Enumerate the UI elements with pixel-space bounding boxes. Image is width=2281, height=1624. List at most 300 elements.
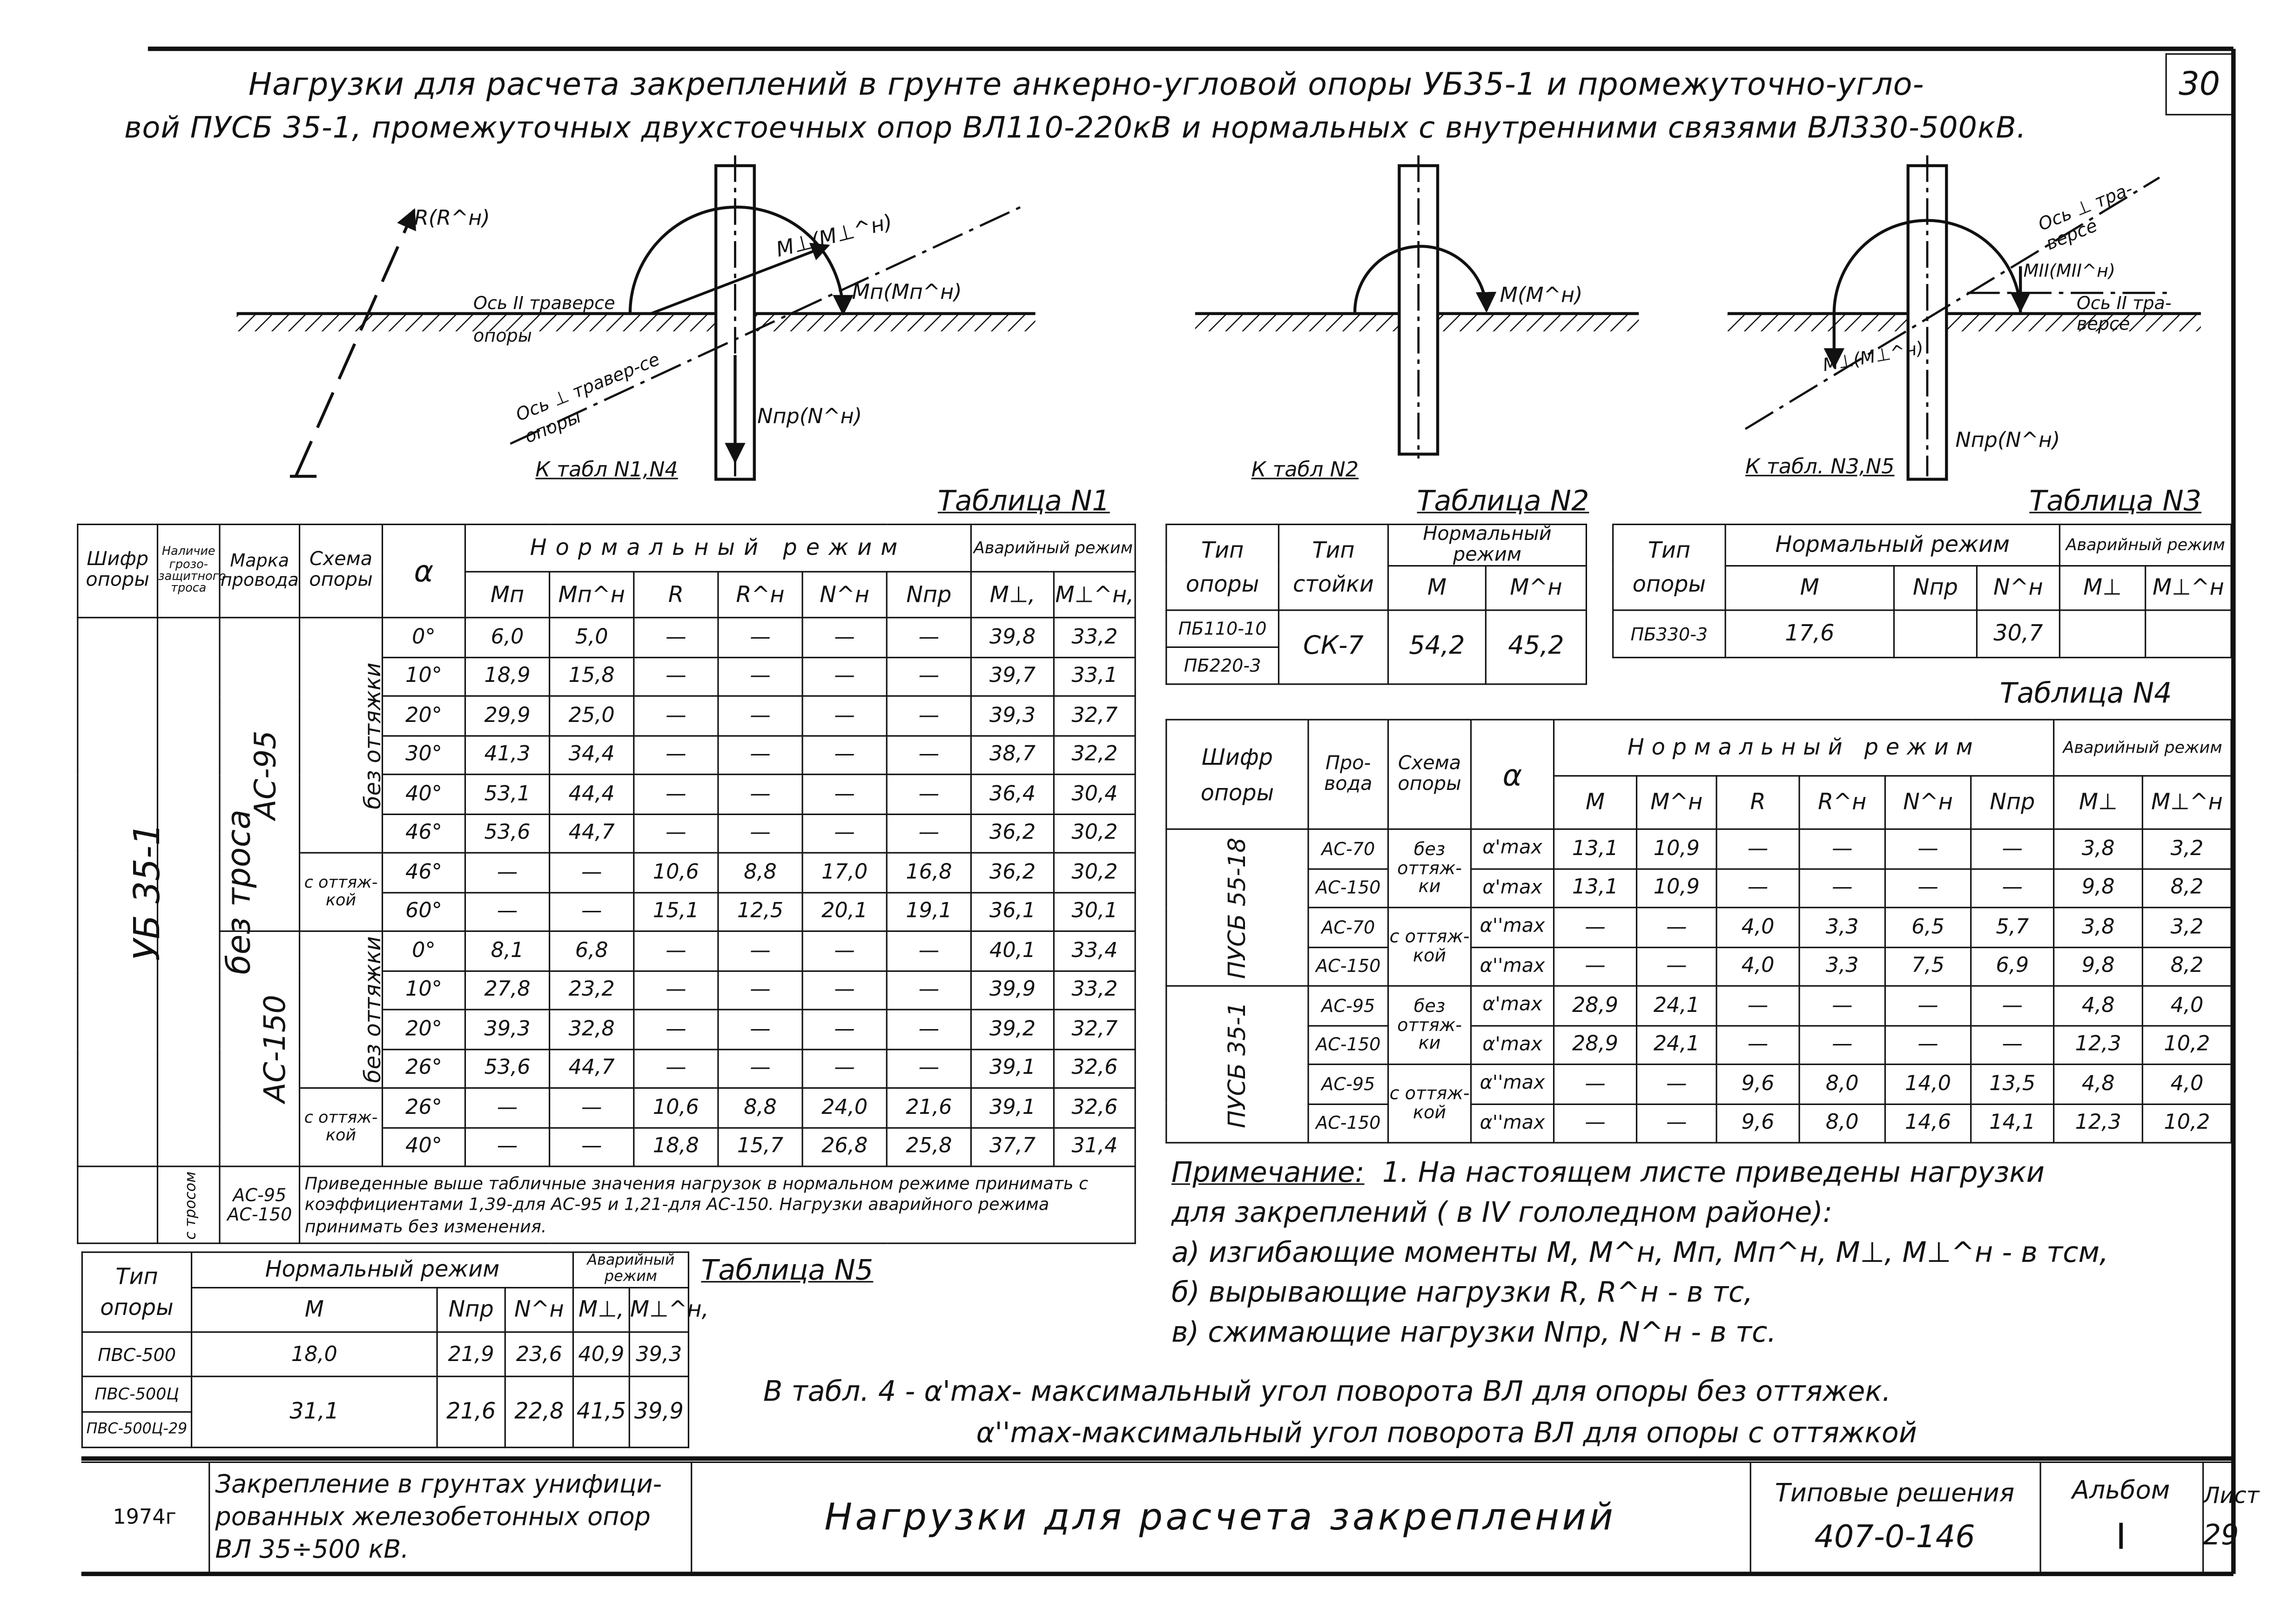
t1-cell: — <box>550 1088 634 1127</box>
t4-cell: 3,8 <box>2054 908 2143 947</box>
stamp-album-value: I <box>2115 1516 2126 1558</box>
t2-m: 54,2 <box>1388 611 1486 685</box>
t1-cell: — <box>802 1010 887 1049</box>
t4-cell: 9,8 <box>2054 947 2143 986</box>
t1-cell: 40° <box>383 1127 465 1166</box>
t2-stoika: СК-7 <box>1278 611 1388 685</box>
t1-cell: 30° <box>383 735 465 774</box>
t4-cell: α'max <box>1471 829 1554 868</box>
t3-col-npr: Nпр <box>1894 566 1977 610</box>
t1-tros-with: с тросом <box>157 1166 219 1243</box>
t4-cell: 24,1 <box>1636 1025 1716 1064</box>
t1-cell: — <box>465 853 549 892</box>
d1-ref-label: К табл N1,N4 <box>535 458 678 483</box>
t4-cell: 12,3 <box>2054 1104 2143 1143</box>
t1-cell: 39,1 <box>971 1088 1054 1127</box>
t4-cell: 3,3 <box>1799 908 1885 947</box>
t4-cell: — <box>1636 947 1716 986</box>
t1-cell: 32,8 <box>550 1010 634 1049</box>
t1-col-nn: N^н <box>802 572 887 618</box>
t1-col-rn: R^н <box>718 572 802 618</box>
t1-col-mpn: Mп^н <box>550 572 634 618</box>
t1-cell: 44,4 <box>550 775 634 814</box>
t4-shifr1: ПУСБ 55-18 <box>1166 829 1308 986</box>
t4-cell: АС-150 <box>1308 947 1388 986</box>
t1-cell: 8,8 <box>718 1088 802 1127</box>
t4-head-avar: Аварийный режим <box>2054 720 2231 776</box>
stamp-year: 1974г <box>81 1462 209 1571</box>
title-line-1: Нагрузки для расчета закреплений в грунте анкерно-угловой опоры УБ35-1 и промежуточно-угло- <box>248 67 1924 102</box>
t1-cell: — <box>887 775 971 814</box>
t1-cell: 29,9 <box>465 696 549 735</box>
t3-head-avar: Аварийный режим <box>2059 525 2231 566</box>
d1-axis-perp-label: Ось ⊥ травер-се опоры <box>512 349 663 447</box>
t5-cell: 21,9 <box>437 1332 505 1376</box>
t4-cell: — <box>1554 947 1636 986</box>
t1-cell: 36,2 <box>971 814 1054 853</box>
t1-cell: 18,8 <box>634 1127 718 1166</box>
t1-cell: 10° <box>383 657 465 696</box>
t1-cell: 15,1 <box>634 892 718 931</box>
t1-schema-s-2: с оттяж-кой <box>300 1088 383 1166</box>
t4-shifr2: ПУСБ 35-1 <box>1166 986 1308 1143</box>
t1-cell: 34,4 <box>550 735 634 774</box>
t1-cell: 15,7 <box>718 1127 802 1166</box>
t1-cell: — <box>550 892 634 931</box>
t1-cell: — <box>802 735 887 774</box>
t1-cell: — <box>718 618 802 657</box>
t1-cell: — <box>634 970 718 1010</box>
t4-cell: 13,1 <box>1554 868 1636 907</box>
t1-cell: 53,1 <box>465 775 549 814</box>
t1-cell: — <box>718 970 802 1010</box>
t3-col-nn: N^н <box>1977 566 2059 610</box>
notes <box>1171 1154 2108 1354</box>
t1-cell: 10,6 <box>634 1088 718 1127</box>
t1-cell: 8,1 <box>465 931 549 970</box>
t1-col-mperp: M⊥, <box>971 572 1054 618</box>
t1-cell: 25,8 <box>887 1127 971 1166</box>
table-4 <box>1165 719 2232 1144</box>
t1-schema-bez-2: без оттяжки <box>300 931 383 1088</box>
title-line-2: вой ПУСБ 35-1, промежуточных двухстоечных опор ВЛ110-220кВ и нормальных с внутренними связями ВЛ330-500кВ. <box>124 109 2027 145</box>
notes-line-2: для закреплений ( в IV гололедном районе): <box>1171 1197 1833 1229</box>
t3-col-mperp: M⊥ <box>2059 566 2145 610</box>
t4-cell: 10,2 <box>2143 1025 2232 1064</box>
t5-type-3: ПВС-500Ц-29 <box>82 1412 191 1447</box>
t1-cell: 0° <box>383 931 465 970</box>
t1-cell: — <box>718 1010 802 1049</box>
table2-label: Таблица N2 <box>1417 485 1589 518</box>
t1-cell: 53,6 <box>465 1049 549 1088</box>
table5-label: Таблица N5 <box>701 1254 874 1287</box>
t1-cell: 32,6 <box>1054 1049 1135 1088</box>
t5-cell: 31,1 <box>192 1376 437 1448</box>
stamp-description: Закрепление в грунтах унифици-рованных железобетонных опор ВЛ 35÷500 кВ. <box>209 1462 691 1571</box>
t4-cell: 8,2 <box>2143 947 2232 986</box>
t2-type-pb220: ПБ220-3 <box>1166 647 1279 684</box>
t1-cell: 20° <box>383 696 465 735</box>
t4-cell: 4,0 <box>1716 947 1799 986</box>
t1-cell: — <box>887 1049 971 1088</box>
notes-line-5: в) сжимающие нагрузки Nпр, N^н - в тс. <box>1171 1316 1776 1349</box>
t1-cell: 30,2 <box>1054 814 1135 853</box>
d1-compression-label: Nпр(N^н) <box>757 405 862 429</box>
t1-cell: 32,7 <box>1054 1010 1135 1049</box>
t1-cell: — <box>887 931 971 970</box>
t1-cell: 39,1 <box>971 1049 1054 1088</box>
t4-cell: 6,5 <box>1885 908 1971 947</box>
t1-cell: 10,6 <box>634 853 718 892</box>
t4-col-npr: Nпр <box>1971 776 2054 829</box>
t1-cell: 37,7 <box>971 1127 1054 1166</box>
t4-cell: — <box>1716 986 1799 1025</box>
t4-head-normal: Нормальный режим <box>1554 720 2053 776</box>
t1-cell: — <box>887 970 971 1010</box>
t4-cell: 5,7 <box>1971 908 2054 947</box>
t4-cell: 28,9 <box>1554 986 1636 1025</box>
t1-cell: — <box>634 618 718 657</box>
t1-marka-ac150: АС-150 <box>220 931 300 1166</box>
t1-cell: 36,4 <box>971 775 1054 814</box>
d3-moment-perp-label: M⊥(M⊥^н) <box>1821 337 1925 376</box>
t4-cell: 3,3 <box>1799 947 1885 986</box>
stamp-album <box>2039 1462 2202 1571</box>
t1-tros-value: без троса <box>157 618 219 1166</box>
t1-cell: 36,2 <box>971 853 1054 892</box>
t4-cell: α'max <box>1471 1025 1554 1064</box>
t4-cell: α''max <box>1471 908 1554 947</box>
t4-cell: — <box>1885 1025 1971 1064</box>
t4-cell: 8,2 <box>2143 868 2232 907</box>
t1-cell: — <box>802 970 887 1010</box>
t1-empty <box>78 1166 158 1243</box>
t1-cell: 39,8 <box>971 618 1054 657</box>
t1-cell: 32,6 <box>1054 1088 1135 1127</box>
t4-cell: 28,9 <box>1554 1025 1636 1064</box>
t1-cell: 8,8 <box>718 853 802 892</box>
t4-head-alpha: α <box>1471 720 1554 829</box>
t4-cell: — <box>1554 1065 1636 1104</box>
t4-cell: — <box>1971 868 2054 907</box>
t4-cell: — <box>1971 986 2054 1025</box>
t1-cell: 30,4 <box>1054 775 1135 814</box>
t1-schema-bez-1: без оттяжки <box>300 618 383 853</box>
d3-moment-par-label: MII(MII^н) <box>2023 260 2115 281</box>
t3-m: 17,6 <box>1725 610 1894 658</box>
t4-schema-s-2: с оттяж-кой <box>1388 1065 1471 1143</box>
t4-cell: АС-150 <box>1308 868 1388 907</box>
t1-cell: 12,5 <box>718 892 802 931</box>
t2-col-m: M <box>1388 566 1486 610</box>
t5-cell: 40,9 <box>573 1332 629 1376</box>
t1-cell: 21,6 <box>887 1088 971 1127</box>
t4-cell: 4,0 <box>2143 986 2232 1025</box>
t4-cell: АС-150 <box>1308 1025 1388 1064</box>
t1-cell: 40° <box>383 775 465 814</box>
t4-head-schema: Схема опоры <box>1388 720 1471 829</box>
t5-head-normal: Нормальный режим <box>192 1252 573 1287</box>
t4-cell: 9,8 <box>2054 868 2143 907</box>
t1-head-normal: Нормальный режим <box>465 525 971 572</box>
stamp-list-value: 29 <box>2203 1519 2239 1551</box>
d3-axis-perp-label: Ось ⊥ тра-версе <box>2035 178 2136 255</box>
t4-cell: АС-150 <box>1308 1104 1388 1143</box>
t1-cell: 18,9 <box>465 657 549 696</box>
t1-cell: 33,2 <box>1054 970 1135 1010</box>
t5-type-1: ПВС-500 <box>82 1332 191 1376</box>
t1-col-mp: Mп <box>465 572 549 618</box>
t4-cell: 13,5 <box>1971 1065 2054 1104</box>
t4-cell: 14,6 <box>1885 1104 1971 1143</box>
t4-col-mn: M^н <box>1636 776 1716 829</box>
t1-cell: — <box>718 814 802 853</box>
table-5 <box>81 1252 709 1449</box>
t1-cell: — <box>634 814 718 853</box>
t1-cell: — <box>887 618 971 657</box>
t4-cell: — <box>1636 1104 1716 1143</box>
t4-cell: АС-95 <box>1308 986 1388 1025</box>
d1-moment-par-label: Mп(Mп^н) <box>852 281 962 305</box>
table1-label: Таблица N1 <box>937 485 1110 518</box>
t1-cell: — <box>634 931 718 970</box>
t1-cell: — <box>634 775 718 814</box>
t4-head-shifr: Шифр опоры <box>1166 720 1308 829</box>
t1-cell: — <box>802 931 887 970</box>
t4-cell: 3,2 <box>2143 908 2232 947</box>
t4-cell: — <box>1885 986 1971 1025</box>
t1-marka-ac95: АС-95 <box>220 618 300 931</box>
t4-cell: АС-70 <box>1308 829 1388 868</box>
t1-cell: — <box>550 1127 634 1166</box>
t1-cell: 33,1 <box>1054 657 1135 696</box>
t1-col-mperpn: M⊥^н, <box>1054 572 1135 618</box>
t1-tros-note: Приведенные выше табличные значения нагрузок в нормальном режиме принимать с коэффициентами 1,39-для АС-95 и 1,21-для АС-150. Нагрузки аварийного режима принимать без изменения. <box>300 1166 1136 1243</box>
t1-cell: 27,8 <box>465 970 549 1010</box>
t1-cell: 30,1 <box>1054 892 1135 931</box>
t4-cell: 9,6 <box>1716 1065 1799 1104</box>
t4-cell: 10,9 <box>1636 829 1716 868</box>
t1-cell: 39,9 <box>971 970 1054 1010</box>
d2-ref-label: К табл N2 <box>1251 458 1359 483</box>
t4-cell: — <box>1636 1065 1716 1104</box>
t1-cell: 25,0 <box>550 696 634 735</box>
table4-label: Таблица N4 <box>1999 677 2172 710</box>
t4-cell: — <box>1554 908 1636 947</box>
t5-cell: 39,3 <box>629 1332 688 1376</box>
t1-cell: — <box>634 657 718 696</box>
t3-mperp <box>2059 610 2145 658</box>
t1-cell: — <box>802 1049 887 1088</box>
t1-head-alpha: α <box>383 525 465 618</box>
t5-cell: 22,8 <box>505 1376 573 1448</box>
t4-cell: α''max <box>1471 947 1554 986</box>
t1-cell: 6,8 <box>550 931 634 970</box>
notes-line-3: а) изгибающие моменты M, M^н, Mп, Mп^н, M⊥, M⊥^н - в тсм, <box>1171 1236 2109 1269</box>
t5-head-avar: Аварийный режим <box>573 1252 688 1287</box>
t2-head-normal: Нормальный режим <box>1388 525 1587 566</box>
t4-cell: АС-95 <box>1308 1065 1388 1104</box>
t4-cell: 13,1 <box>1554 829 1636 868</box>
t2-col-mn: M^н <box>1486 566 1586 610</box>
t4-col-mperp: M⊥ <box>2054 776 2143 829</box>
stamp-list-label: Лист <box>2203 1482 2260 1509</box>
t4-schema-bez-2: без оттяж-ки <box>1388 986 1471 1064</box>
t1-cell: 5,0 <box>550 618 634 657</box>
t1-cell: — <box>465 1127 549 1166</box>
t1-col-r: R <box>634 572 718 618</box>
t2-head-tip-stoiki: Тип стойки <box>1278 525 1388 611</box>
t1-cell: 0° <box>383 618 465 657</box>
notes-line-7: α''max-максимальный угол поворота ВЛ для опоры с оттяжкой <box>976 1417 1917 1450</box>
t1-cell: 26,8 <box>802 1127 887 1166</box>
t2-head-tip-opory: Тип опоры <box>1166 525 1279 611</box>
t4-schema-s-1: с оттяж-кой <box>1388 908 1471 986</box>
t1-cell: 39,3 <box>971 696 1054 735</box>
t1-cell: 41,3 <box>465 735 549 774</box>
t4-cell: 8,0 <box>1799 1104 1885 1143</box>
t1-cell: — <box>718 931 802 970</box>
t4-cell: АС-70 <box>1308 908 1388 947</box>
d2-moment-label: M(M^н) <box>1500 284 1583 308</box>
notes-line-4: б) вырывающие нагрузки R, R^н - в тс, <box>1171 1276 1753 1309</box>
t3-nn: 30,7 <box>1977 610 2059 658</box>
t3-npr <box>1894 610 1977 658</box>
t3-head-normal: Нормальный режим <box>1725 525 2059 566</box>
t1-cell: — <box>550 853 634 892</box>
d1-moment-perp-label: M⊥(M⊥^н) <box>774 210 895 263</box>
t3-col-mperpn: M⊥^н <box>2146 566 2231 610</box>
t1-cell: — <box>802 696 887 735</box>
t1-cell: — <box>887 696 971 735</box>
t5-type-2: ПВС-500Ц <box>82 1376 191 1412</box>
t1-cell: — <box>718 657 802 696</box>
table-1 <box>77 524 1136 1244</box>
t1-cell: — <box>634 1049 718 1088</box>
t1-cell: 17,0 <box>802 853 887 892</box>
t1-cell: — <box>887 814 971 853</box>
t5-cell: 23,6 <box>505 1332 573 1376</box>
t3-head-tip: Тип опоры <box>1613 525 1726 610</box>
t1-cell: 31,4 <box>1054 1127 1135 1166</box>
t4-cell: 7,5 <box>1885 947 1971 986</box>
t4-cell: α''max <box>1471 1065 1554 1104</box>
t4-cell: — <box>1799 868 1885 907</box>
t3-col-m: M <box>1725 566 1894 610</box>
t1-cell: — <box>887 1010 971 1049</box>
sheet-number: 30 <box>2166 53 2234 115</box>
t1-cell: 39,3 <box>465 1010 549 1049</box>
notes-line-1: 1. На настоящем листе приведены нагрузки <box>1382 1157 2045 1190</box>
t4-cell: — <box>1799 829 1885 868</box>
t5-col-mperp: M⊥, <box>573 1287 629 1332</box>
t5-col-m: M <box>192 1287 437 1332</box>
t2-mn: 45,2 <box>1486 611 1586 685</box>
t1-cell: — <box>802 657 887 696</box>
t4-col-m: M <box>1554 776 1636 829</box>
t4-cell: — <box>1716 1025 1799 1064</box>
t1-cell: — <box>465 892 549 931</box>
t1-cell: 53,6 <box>465 814 549 853</box>
t1-cell: 26° <box>383 1088 465 1127</box>
t1-cell: 33,2 <box>1054 618 1135 657</box>
t1-cell: 10° <box>383 970 465 1010</box>
t5-col-nn: N^н <box>505 1287 573 1332</box>
t4-cell: — <box>1885 829 1971 868</box>
t4-cell: — <box>1636 908 1716 947</box>
t1-cell: 39,2 <box>971 1010 1054 1049</box>
t4-cell: 12,3 <box>2054 1025 2143 1064</box>
t4-cell: 24,1 <box>1636 986 1716 1025</box>
t4-schema-bez-1: без оттяж-ки <box>1388 829 1471 907</box>
t5-cell: 41,5 <box>573 1376 629 1448</box>
t1-cell: 44,7 <box>550 814 634 853</box>
stamp-title: Нагрузки для расчета закреплений <box>691 1462 1749 1571</box>
t1-cell: 46° <box>383 814 465 853</box>
d1-force-label: R(R^н) <box>414 207 490 231</box>
t4-cell: α'max <box>1471 986 1554 1025</box>
t4-cell: 3,8 <box>2054 829 2143 868</box>
t1-cell: — <box>887 657 971 696</box>
table3-label: Таблица N3 <box>2029 485 2202 518</box>
t1-cell: — <box>465 1088 549 1127</box>
t1-schema-s-1: с оттяж-кой <box>300 853 383 931</box>
t4-cell: α'max <box>1471 868 1554 907</box>
t1-cell: 19,1 <box>887 892 971 931</box>
t1-cell: 33,4 <box>1054 931 1135 970</box>
d3-ref-label: К табл. N3,N5 <box>1745 455 1895 479</box>
t1-cell: 6,0 <box>465 618 549 657</box>
t1-col-npr: Nпр <box>887 572 971 618</box>
notes-heading: Примечание: <box>1171 1157 1365 1190</box>
t1-cell: 24,0 <box>802 1088 887 1127</box>
stamp-tip-value: 407-0-146 <box>1814 1519 1975 1555</box>
t4-col-r: R <box>1716 776 1799 829</box>
t1-cell: — <box>802 775 887 814</box>
t1-cell: 38,7 <box>971 735 1054 774</box>
table-2 <box>1165 524 1587 685</box>
t5-col-mperpn: M⊥^н, <box>629 1287 688 1332</box>
t1-cell: — <box>634 1010 718 1049</box>
t1-cell: — <box>718 735 802 774</box>
t4-cell: 14,1 <box>1971 1104 2054 1143</box>
title-block <box>81 1462 2260 1572</box>
t1-head-shifr: Шифр опоры <box>78 525 158 618</box>
t4-cell: — <box>1799 1025 1885 1064</box>
t1-cell: 40,1 <box>971 931 1054 970</box>
t1-cell: 32,2 <box>1054 735 1135 774</box>
t4-cell: — <box>1799 986 1885 1025</box>
t1-head-schema: Схема опоры <box>300 525 383 618</box>
t1-cell: — <box>887 735 971 774</box>
t5-cell: 39,9 <box>629 1376 688 1448</box>
t1-shifr-value: УБ 35-1 <box>78 618 158 1166</box>
t4-cell: — <box>1885 868 1971 907</box>
t4-cell: — <box>1554 1104 1636 1143</box>
t4-cell: 4,8 <box>2054 1065 2143 1104</box>
t4-col-nn: N^н <box>1885 776 1971 829</box>
t1-cell: 15,8 <box>550 657 634 696</box>
t1-cell: — <box>718 696 802 735</box>
t1-cell: 60° <box>383 892 465 931</box>
t1-cell: 23,2 <box>550 970 634 1010</box>
t1-cell: — <box>718 1049 802 1088</box>
t2-type-pb110: ПБ110-10 <box>1166 611 1279 647</box>
t4-cell: 6,9 <box>1971 947 2054 986</box>
notes-line-6: В табл. 4 - α'max- максимальный угол поворота ВЛ для опоры без оттяжек. <box>763 1375 1891 1408</box>
t4-cell: — <box>1716 868 1799 907</box>
d3-axis-par-label: Ось II тра-версе <box>2076 293 2172 335</box>
